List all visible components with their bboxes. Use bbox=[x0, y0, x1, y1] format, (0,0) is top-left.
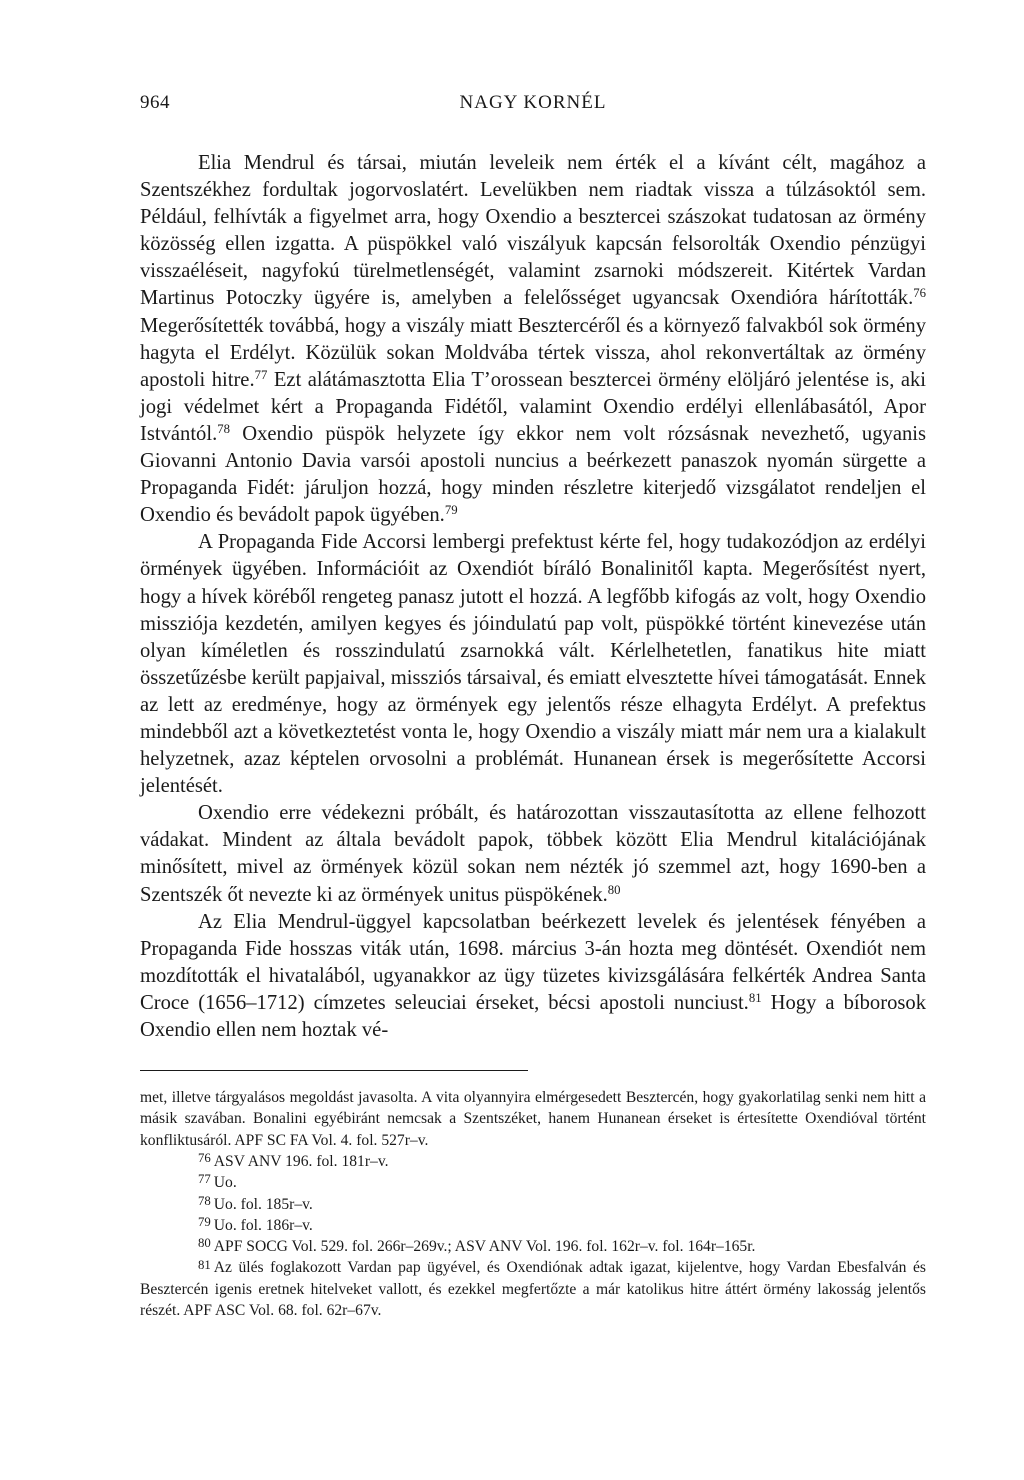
footnote-77 bbox=[140, 1172, 926, 1193]
paragraph-3 bbox=[140, 800, 926, 908]
footnote-number: 76 bbox=[198, 1151, 211, 1166]
text-segment: Oxendio erre védekezni próbált, és határozottan visszautasította az ellene felhozott vádakat. Mindent az általa bevádolt papok, többek között Elia Mendrul kitalációjának minősített, mivel az örmények közül sokan nem nézték jó szemmel azt, hogy 1690-ben a Szentszék őt nevezte ki az örmények unitus püspökének. bbox=[140, 802, 926, 906]
footnote-ref-79[interactable]: 79 bbox=[444, 503, 458, 518]
footnote-number: 79 bbox=[198, 1215, 211, 1230]
running-title: NAGY KORNÉL bbox=[459, 92, 607, 113]
paragraph-2 bbox=[140, 529, 926, 800]
footnote-ref-76[interactable]: 76 bbox=[913, 286, 926, 301]
footnote-text: ASV ANV 196. fol. 181r–v. bbox=[213, 1152, 389, 1170]
footnote-number: 78 bbox=[198, 1193, 211, 1208]
footnote-number: 80 bbox=[198, 1236, 211, 1251]
footnote-79 bbox=[140, 1215, 926, 1236]
footnote-text: Uo. fol. 185r–v. bbox=[213, 1195, 313, 1213]
paragraph-4 bbox=[140, 909, 926, 1044]
footnote-ref-81[interactable]: 81 bbox=[748, 990, 762, 1005]
footnote-separator bbox=[140, 1070, 528, 1071]
footnote-text: Uo. fol. 186r–v. bbox=[213, 1216, 313, 1234]
text-segment: Megerősítették továbbá, hogy a viszály miatt Besztercéről és a környező falvakból sok örmény hagyta el Erdélyt. Közülük sokan Moldvába tértek vissza, ahol rekonvertáltak az örmény apostoli hitre. bbox=[140, 314, 926, 391]
paragraph-1 bbox=[140, 150, 926, 529]
text-segment: Elia Mendrul és társai, miután leveleik nem érték el a kívánt célt, magához a Szentszékhez fordultak jogorvoslatért. Levelükben nem riadtak vissza a túlzásoktól sem. Például, felhívták a figyelmet arra, hogy Oxendio a besztercei szászokat tudatosan az örmény közösség ellen izgatta. A püspökkel való viszályuk kapcsán felsorolták Oxendio pénzügyi visszaéléseit, nagyfokú türelmetlenségét, valamint zsarnoki módszereit. Kitértek Vardan Martinus Potoczky ügyére is, amelyben a felelősséget ugyancsak Oxendióra hárították. bbox=[140, 152, 926, 310]
footnote-78 bbox=[140, 1194, 926, 1215]
running-header bbox=[140, 92, 926, 118]
body-text bbox=[140, 150, 926, 1044]
footnote-ref-77[interactable]: 77 bbox=[254, 367, 268, 382]
footnote-continuation: met, illetve tárgyalásos megoldást javasolta. A vita olyannyira elmérgesedett Besztercén, hogy gyakorlatilag senki nem hitt a másik szavában. Bonalini egyébiránt nemcsak a Szentszéket, hanem Hunanean érseket is értesítette Oxendióval történt konfliktusáról. APF SC FA Vol. 4. fol. 527r–v. bbox=[140, 1089, 926, 1149]
text-segment: Ezt alátámasztotta Elia T’orossean besztercei örmény elöljáró jelentése is, aki jogi védelmet kért a Propaganda Fidétől, valamint Oxendio erdélyi ellenlábasától, Apor Istvántól. bbox=[140, 368, 926, 445]
footnote-ref-80[interactable]: 80 bbox=[607, 882, 621, 897]
footnote-ref-78[interactable]: 78 bbox=[217, 421, 230, 436]
footnote-number: 81 bbox=[198, 1257, 211, 1272]
text-segment: Hogy a bíborosok Oxendio ellen nem hoztak vé- bbox=[140, 991, 926, 1041]
text-segment: Az Elia Mendrul-üggyel kapcsolatban beérkezett levelek és jelentések fényében a Propaganda Fide hosszas viták után, 1698. március 3-án hozta meg döntését. Oxendiót nem mozdították el hivatalából, ugyanakkor az ügy tüzetes kivizsgálására felkérték Andrea Santa Croce (1656–1712) címzetes seleuciai érseket, bécsi apostoli nunciust. bbox=[140, 910, 926, 1014]
text-segment: Oxendio püspök helyzete így ekkor nem volt rózsásnak nevezhető, ugyanis Giovanni Antonio Davia varsói apostoli nuncius a beérkezett panaszok nyomán sürgette a Propaganda Fidét: járuljon hozzá, hogy minden részletre kiterjedő vizsgálatot rendeljen el Oxendio és bevádolt papok ügyében. bbox=[140, 422, 926, 527]
footnote-80 bbox=[140, 1236, 926, 1257]
footnote-number: 77 bbox=[198, 1172, 211, 1187]
page-number: 964 bbox=[140, 92, 170, 113]
footnote-text: APF SOCG Vol. 529. fol. 266r–269v.; ASV ANV Vol. 196. fol. 162r–v. fol. 164r–165r. bbox=[213, 1238, 756, 1256]
footnote-text: Az ülés foglakozott Vardan pap ügyével, és Oxendiónak adtak igazat, kijelentve, hogy Vardan Ebesfalván és Besztercén igenis eretnek hitelveket vallott, és ezekkel megfertőzte a már katolikus hitre áttért örmény lakosság jelentős részét. APF ASC Vol. 68. fol. 62r–67v. bbox=[140, 1259, 926, 1320]
footnote-81 bbox=[140, 1257, 926, 1321]
text-segment: A Propaganda Fide Accorsi lembergi prefektust kérte fel, hogy tudakozódjon az erdélyi örmények ügyében. Információit az Oxendiót bíráló Bonalinitől kapta. Megerősítést nyert, hogy a hívek köréből rengeteg panasz jutott el hozzá. A legfőbb kifogás az volt, hogy Oxendio missziója kezdetén, amilyen kegyes és jóindulatú pap volt, püspökké történt kinevezése után olyan kíméletlen és rosszindulatú zsarnokká vált. Kérlelhetetlen, fanatikus hite miatt összetűzésbe került papjaival, missziós társaival, és emiatt elvesztette hívei támogatását. Ennek az lett az eredménye, hogy az örmények egy jelentős része elhagyta Erdélyt. A prefektus mindebből azt a következtetést vonta le, hogy Oxendio a viszály miatt már nem ura a kialakult helyzetnek, azaz képtelen orvosolni a problémát. Hunanean érsek is megerősítette Accorsi jelentését. bbox=[140, 531, 926, 798]
footnote-76 bbox=[140, 1151, 926, 1172]
footnote-text: Uo. bbox=[213, 1174, 237, 1192]
document-page bbox=[140, 92, 926, 1321]
footnotes bbox=[140, 1087, 926, 1321]
